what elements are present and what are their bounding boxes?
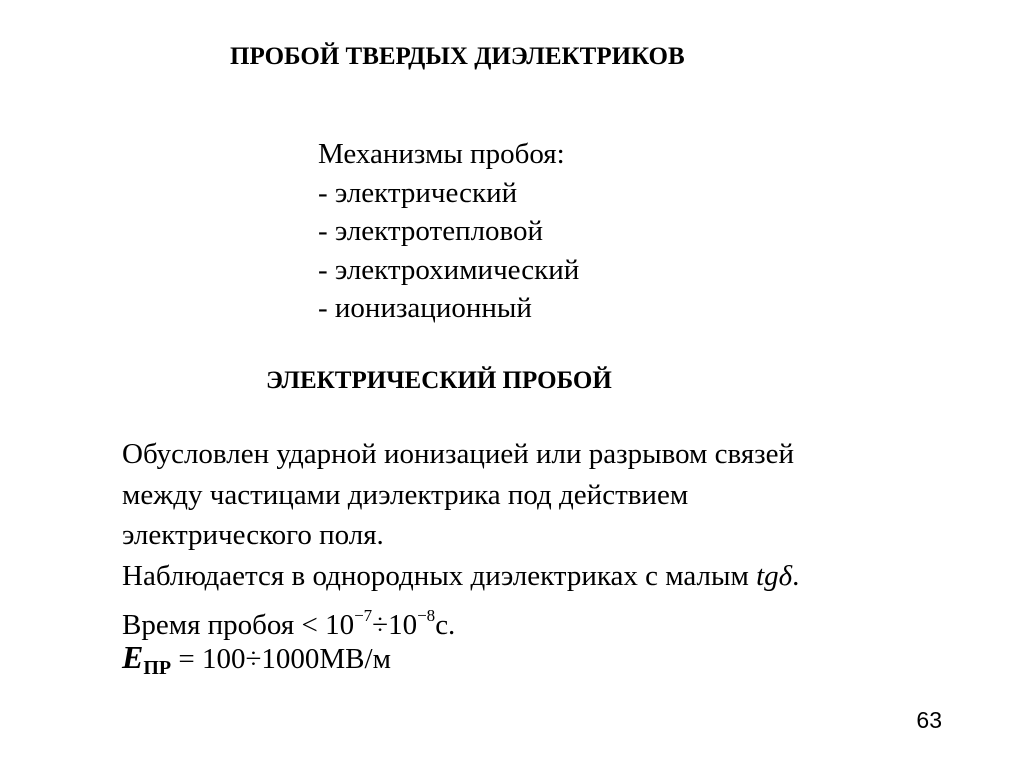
observation-period: . [792,559,800,592]
list-item-electrothermal: - электротепловой [318,215,544,247]
mechanisms-list [318,135,579,328]
list-item-electric: - электрический [318,176,518,209]
description-block [122,434,799,677]
breakdown-time-line [122,596,799,641]
list-item-electrochemical: - электрохимический [318,253,580,286]
time-unit: с. [435,609,456,641]
page-number: 63 [916,707,942,733]
field-symbol: E [122,638,144,675]
description-line-3: электрического поля. [122,519,384,551]
exponent-2: −8 [417,606,436,625]
slide-title: ПРОБОЙ ТВЕРДЫХ ДИЭЛЕКТРИКОВ [230,43,685,70]
time-mid: ÷10 [372,609,418,641]
field-value: = 100÷1000МВ/м [171,642,391,675]
tg-delta-symbol: tgδ [756,559,793,592]
exponent-1: −7 [354,606,373,625]
time-prefix: Время пробоя < 10 [122,609,355,641]
description-line-2: между частицами диэлектрика под действием [122,478,689,511]
description-line-1: Обусловлен ударной ионизацией или разрывом связей [122,438,794,470]
observation-line [122,556,799,597]
list-item-ionization: - ионизационный [318,292,532,324]
field-strength-line [122,637,799,678]
field-subscript: ПР [143,656,172,679]
mechanisms-heading: Механизмы пробоя: [318,138,565,170]
observation-text: Наблюдается в однородных диэлектриках с малым [122,559,757,592]
section-title: ЭЛЕКТРИЧЕСКИЙ ПРОБОЙ [266,367,612,394]
